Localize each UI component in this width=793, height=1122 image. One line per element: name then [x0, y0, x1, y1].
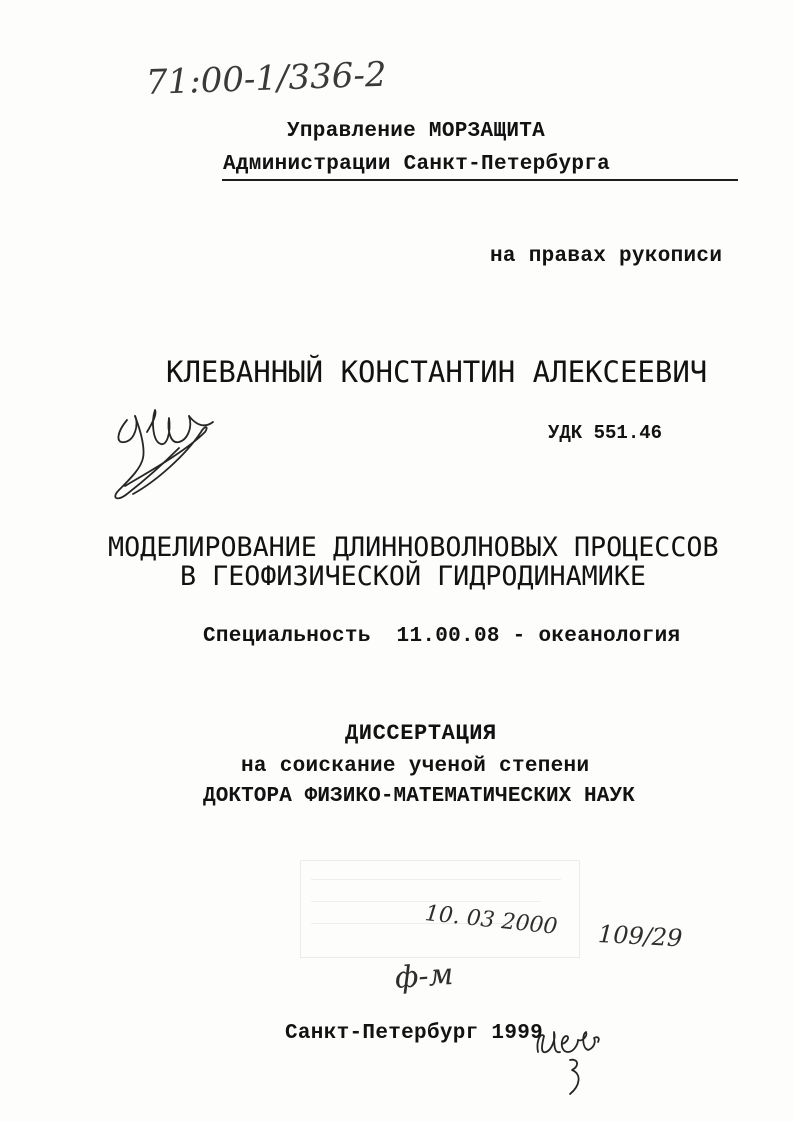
specialty-separator: -	[512, 625, 526, 648]
handwritten-catalog-number: 71:00-1/336-2	[145, 54, 388, 103]
handwritten-initials	[530, 1022, 605, 1102]
specialty-line	[203, 626, 680, 647]
author-signature	[105, 392, 220, 507]
initials-stroke	[537, 1032, 560, 1052]
manuscript-note: на правах рукописи	[490, 245, 723, 268]
thesis-title-line-1: МОДЕЛИРОВАНИЕ ДЛИННОВОЛНОВЫХ ПРОЦЕССОВ	[108, 532, 719, 563]
signature-stroke	[118, 416, 136, 442]
header-rule	[222, 179, 738, 181]
handwritten-code: 109/29	[597, 920, 684, 953]
document-type: ДИССЕРТАЦИЯ	[345, 721, 497, 746]
udc-code	[548, 424, 662, 443]
initials-stroke	[562, 1036, 578, 1052]
udc-label: УДК	[548, 422, 583, 444]
specialty-name: океанология	[538, 625, 681, 648]
organization-name: Управление МОРЗАЩИТА	[287, 120, 546, 143]
specialty-code: 11.00.08	[396, 625, 500, 648]
degree-name: ДОКТОРА ФИЗИКО-МАТЕМАТИЧЕСКИХ НАУК	[203, 785, 635, 808]
signature-stroke	[189, 416, 213, 425]
initials-stroke	[570, 1060, 579, 1094]
specialty-label: Специальность	[203, 625, 371, 648]
stamp-line	[311, 879, 561, 880]
place-and-year: Санкт-Петербург 1999	[285, 1022, 544, 1045]
thesis-title-line-2: В ГЕОФИЗИЧЕСКОЙ ГИДРОДИНАМИКЕ	[180, 561, 646, 592]
handwritten-date: 10. 03 2000	[423, 901, 559, 940]
initials-stroke	[578, 1032, 599, 1050]
author-name: КЛЕВАННЫЙ КОНСТАНТИН АЛЕКСЕЕВИЧ	[166, 355, 708, 389]
signature-stroke	[147, 410, 190, 444]
administration-name: Администрации Санкт-Петербурга	[223, 153, 611, 176]
udc-number: 551.46	[593, 422, 663, 444]
handwritten-field: ф-м	[393, 956, 455, 996]
signature-stroke	[125, 427, 207, 494]
degree-purpose: на соискание ученой степени	[241, 755, 590, 778]
